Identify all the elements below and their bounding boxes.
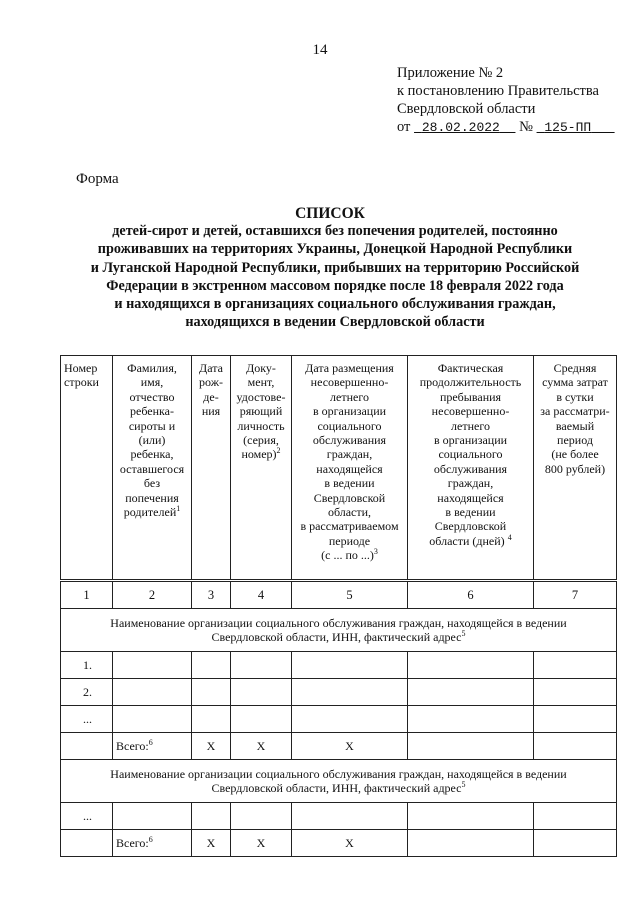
- table-cell: [534, 679, 617, 706]
- header-text-line: рож-: [199, 375, 223, 390]
- header-text-line: ваемый: [555, 418, 595, 433]
- footnote-mark: 2: [276, 446, 281, 456]
- table-cell: [292, 679, 408, 706]
- header-identity-document: [231, 356, 292, 581]
- header-text-line: ряющий: [239, 404, 283, 419]
- header-text-line: удостове-: [236, 389, 286, 404]
- appendix-line-3: Свердловской области: [397, 101, 536, 117]
- organization-section-label: [61, 609, 617, 652]
- table-cell: [292, 803, 408, 830]
- header-text-line: Доку-: [246, 361, 276, 375]
- footnote-mark: 6: [148, 834, 153, 844]
- column-number: 3: [192, 581, 231, 609]
- subtitle-line: находящихся в ведении Свердловской области: [185, 314, 485, 331]
- header-text-line: мент,: [247, 375, 275, 390]
- table-cell: [408, 830, 534, 857]
- header-text-line: Фактическая: [437, 361, 504, 375]
- section-text-line: Наименование организации социального обслуживания граждан, находящейся в ведении: [110, 766, 567, 781]
- section-text-line: Свердловской области, ИНН, фактический адрес$^5$: [211, 629, 466, 644]
- header-text-line: продолжительность: [419, 375, 522, 390]
- column-number: 6: [408, 581, 534, 609]
- subtitle-line: Федерации в экстренном массовом порядке после 18 февраля 2022 года: [106, 277, 564, 294]
- header-text-line: родителей$^1$: [123, 504, 181, 520]
- header-text-line: в ведении: [324, 476, 375, 491]
- table-cell: [192, 803, 231, 830]
- row-number: 2.: [61, 679, 113, 706]
- appendix-block: [397, 64, 615, 137]
- x-mark: X: [231, 830, 292, 857]
- footnote-mark: 3: [373, 547, 378, 557]
- header-text-line: Свердловской: [434, 519, 507, 534]
- header-text-line: социального: [438, 447, 503, 462]
- appendix-line-1: Приложение № 2: [397, 65, 504, 81]
- header-text-line: Фамилия,: [127, 361, 177, 375]
- header-text-line: пребывания: [439, 389, 502, 404]
- header-text-line: области,: [327, 505, 372, 520]
- form-label: Форма: [76, 171, 119, 187]
- header-full-name: [113, 356, 192, 581]
- header-birth-date: [192, 356, 231, 581]
- header-text-line: ребенка,: [130, 447, 174, 462]
- x-mark: X: [192, 830, 231, 857]
- header-text-line: (или): [138, 433, 166, 448]
- header-text-line: сироты и: [128, 418, 176, 433]
- header-text-line: летнего: [451, 418, 490, 433]
- subtitle-line: детей-сирот и детей, оставшихся без попечения родителей, постоянно: [112, 223, 558, 239]
- header-row-number: [61, 356, 113, 581]
- header-text-line: обслуживания: [312, 433, 387, 448]
- x-mark: X: [292, 733, 408, 760]
- header-text-line: обслуживания: [433, 461, 508, 476]
- column-number-row: [61, 581, 617, 609]
- header-text-line: граждан,: [326, 447, 373, 462]
- header-text-line: граждан,: [447, 476, 494, 491]
- header-text-line: периоде: [328, 533, 371, 548]
- header-text-line: ния: [201, 404, 221, 419]
- table-cell: [408, 679, 534, 706]
- header-text-line: области (дней) $^4$: [429, 532, 512, 548]
- table-cell: [61, 733, 113, 760]
- table-cell: [292, 706, 408, 733]
- resolution-number: 125-ПП: [544, 120, 592, 135]
- header-text-line: личность: [237, 418, 285, 433]
- header-text-line: Свердловской: [313, 490, 386, 505]
- table-cell: [192, 652, 231, 679]
- header-text-line: оставшегося: [119, 461, 185, 476]
- table-row: [61, 706, 617, 733]
- resolution-date: 28.02.2022: [421, 120, 500, 135]
- header-text-line: в организации: [433, 433, 508, 448]
- header-text-line: номер)$^2$: [241, 446, 281, 462]
- table-cell: [534, 830, 617, 857]
- organization-section-row: [61, 760, 617, 803]
- table-cell: [292, 652, 408, 679]
- header-text-line: в рассматриваемом: [300, 519, 399, 534]
- header-text-line: летнего: [330, 389, 369, 404]
- header-text-line: за рассматри-: [540, 404, 610, 419]
- footnote-mark: 5: [461, 780, 466, 789]
- header-text-line: период: [557, 433, 593, 448]
- column-number: 1: [61, 581, 113, 609]
- total-label: Всего:$^6$: [113, 830, 192, 857]
- header-text-line: Средняя: [553, 361, 597, 375]
- header-text-line: находящейся: [316, 461, 383, 476]
- table-cell: [534, 733, 617, 760]
- section-text-line: Наименование организации социального обслуживания граждан, находящейся в ведении: [110, 615, 567, 630]
- footnote-mark: 5: [461, 629, 466, 638]
- page-number: 14: [312, 42, 328, 58]
- table-cell: [534, 652, 617, 679]
- table-cell: [231, 652, 292, 679]
- number-prefix: №: [519, 119, 533, 135]
- footnote-mark: 4: [507, 532, 512, 542]
- subtitle-line: и Луганской Народной Республики, прибывших на территорию Российской: [90, 259, 580, 276]
- header-text-line: отчество: [129, 389, 175, 404]
- header-text-line: де-: [203, 389, 219, 404]
- table-cell: [192, 679, 231, 706]
- x-mark: X: [192, 733, 231, 760]
- header-text-line: Номер: [64, 361, 98, 375]
- table-cell: [408, 652, 534, 679]
- table-row: [61, 652, 617, 679]
- header-text-line: без: [143, 476, 161, 491]
- table-cell: [534, 706, 617, 733]
- header-text-line: в ведении: [445, 505, 496, 520]
- header-placement-date: [292, 356, 408, 581]
- header-text-line: Дата размещения: [305, 361, 394, 375]
- header-text-line: Дата: [199, 361, 223, 375]
- header-text-line: (серия,: [243, 433, 279, 448]
- header-text-line: социального: [317, 418, 382, 433]
- appendix-date-line: [397, 118, 615, 137]
- column-number: 4: [231, 581, 292, 609]
- document-subtitle: [60, 222, 610, 332]
- footnote-mark: 1: [176, 504, 181, 514]
- column-number: 2: [113, 581, 192, 609]
- x-mark: X: [292, 830, 408, 857]
- table-cell: [408, 803, 534, 830]
- x-mark: X: [231, 733, 292, 760]
- total-label: Всего:$^6$: [113, 733, 192, 760]
- header-text-line: 800 рублей): [544, 461, 606, 476]
- table-cell: [534, 803, 617, 830]
- header-text-line: несовершенно-: [310, 375, 389, 390]
- header-text-line: ребенка-: [130, 404, 174, 419]
- organization-section-label: [61, 760, 617, 803]
- column-number: 5: [292, 581, 408, 609]
- table-cell: [408, 733, 534, 760]
- row-number: ...: [61, 706, 113, 733]
- total-row: [61, 830, 617, 857]
- table-cell: [113, 803, 192, 830]
- table-cell: [231, 803, 292, 830]
- table-cell: [113, 679, 192, 706]
- row-number: 1.: [61, 652, 113, 679]
- column-number: 7: [534, 581, 617, 609]
- table-cell: [61, 830, 113, 857]
- subtitle-line: и находящихся в организациях социального обслуживания граждан,: [114, 296, 556, 313]
- footnote-mark: 6: [148, 737, 153, 747]
- document-title: СПИСОК: [295, 205, 365, 222]
- organization-section-row: [61, 609, 617, 652]
- header-text-line: имя,: [140, 375, 164, 390]
- header-text-line: несовершенно-: [431, 404, 510, 419]
- header-average-cost: [534, 356, 617, 581]
- subtitle-line: проживавших на территориях Украины, Донецкой Народной Республики: [97, 241, 573, 258]
- header-text-line: сумма затрат: [542, 375, 608, 390]
- children-list-table: [60, 355, 617, 857]
- row-number: ...: [61, 803, 113, 830]
- appendix-line-2: к постановлению Правительства: [397, 83, 599, 99]
- table-row: [61, 679, 617, 706]
- table-cell: [192, 706, 231, 733]
- total-row: [61, 733, 617, 760]
- date-prefix: от: [397, 119, 411, 135]
- header-text-line: (не более: [551, 447, 599, 462]
- section-text-line: Свердловской области, ИНН, фактический адрес$^5$: [211, 780, 466, 795]
- table-cell: [113, 706, 192, 733]
- header-text-line: в организации: [312, 404, 387, 419]
- header-text-line: строки: [64, 375, 99, 390]
- table-header-row: [61, 356, 617, 581]
- header-text-line: попечения: [125, 490, 179, 505]
- table-row: [61, 803, 617, 830]
- header-stay-duration: [408, 356, 534, 581]
- header-text-line: находящейся: [437, 490, 504, 505]
- table-cell: [231, 706, 292, 733]
- header-text-line: в сутки: [556, 389, 594, 404]
- table-cell: [231, 679, 292, 706]
- table-cell: [113, 652, 192, 679]
- table-cell: [408, 706, 534, 733]
- header-text-line: (с ... по ...)$^3$: [321, 547, 378, 563]
